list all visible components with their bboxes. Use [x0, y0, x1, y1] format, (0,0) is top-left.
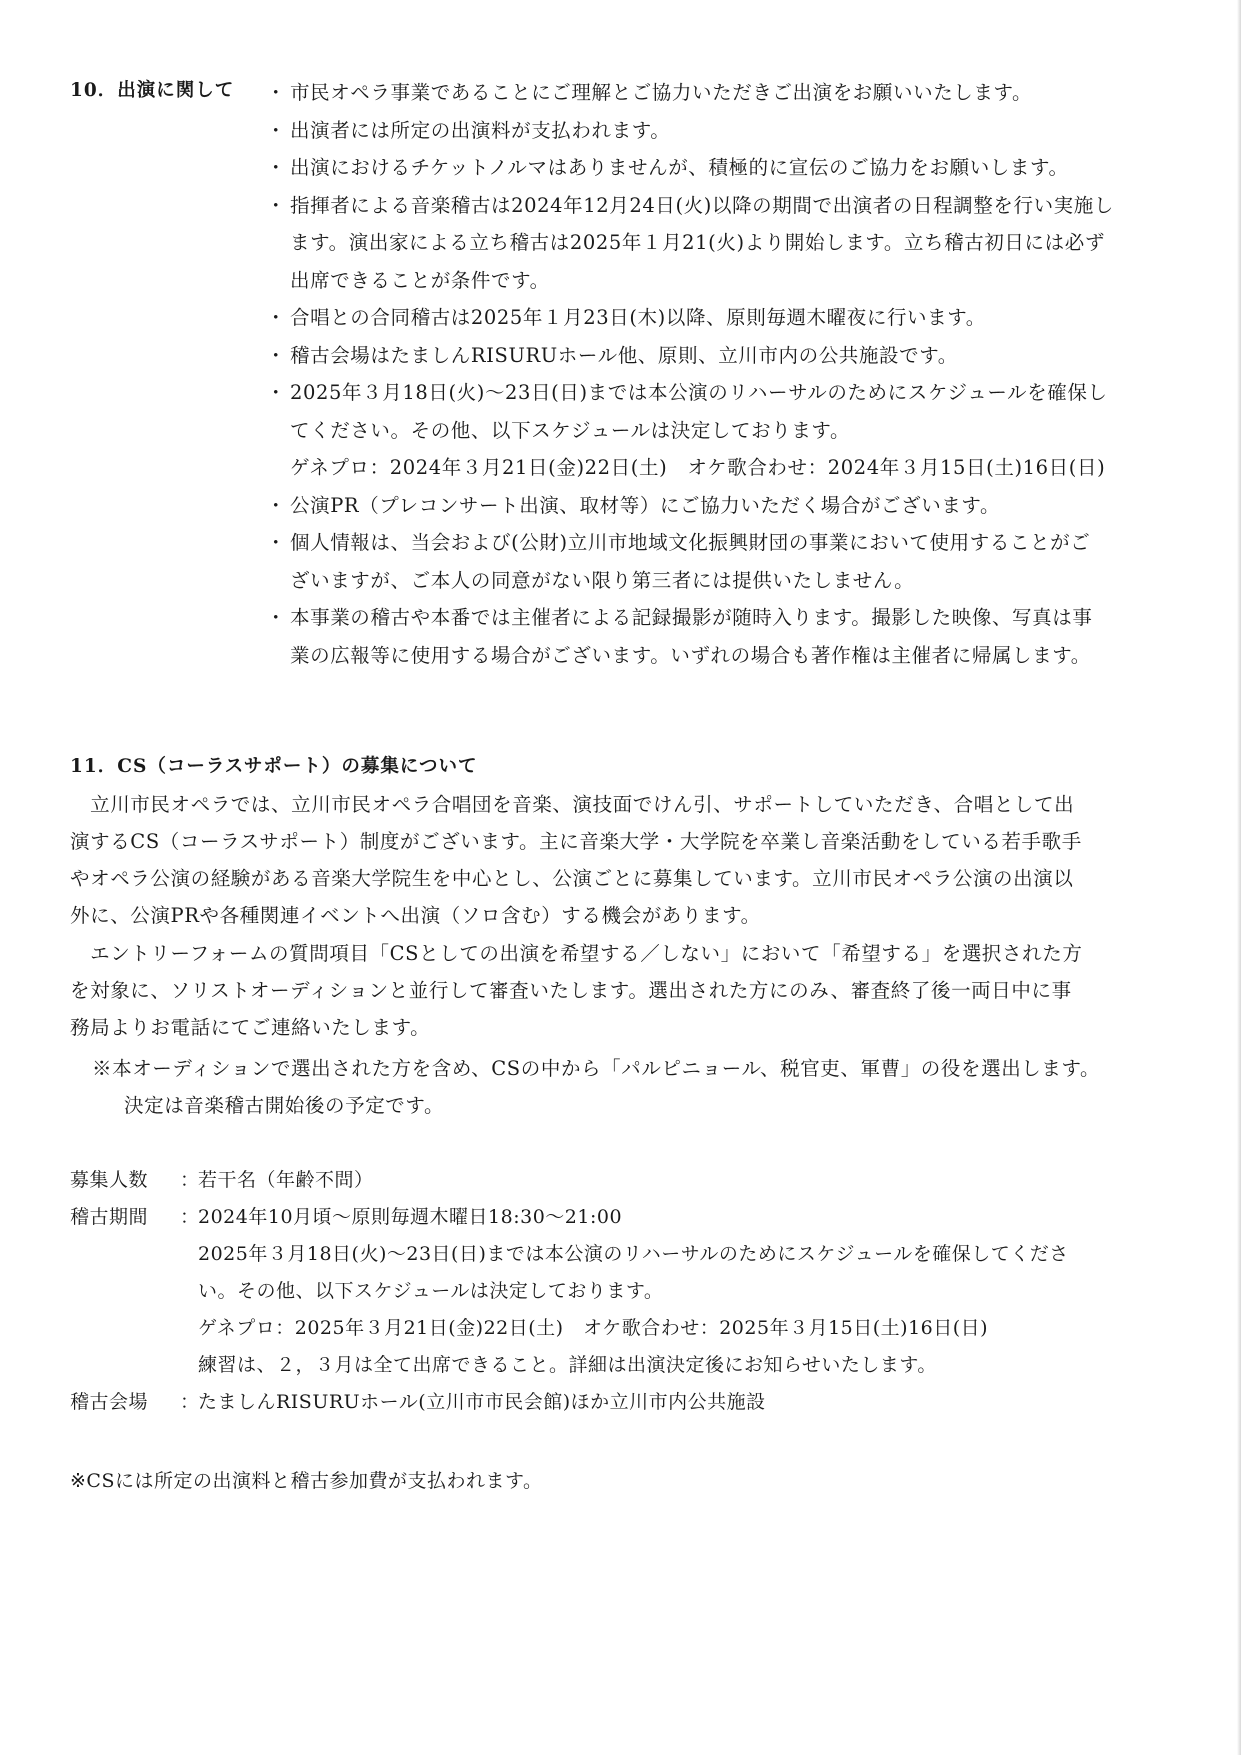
payment-footnote: ※CSには所定の出演料と稽古参加費が支払われます。 — [70, 1470, 543, 1492]
list-item — [272, 599, 1172, 674]
list-item-line: ・ 本事業の稽古や本番では主催者による記録撮影が随時入ります。撮影した映像、写真は事 — [290, 606, 1093, 629]
list-item-line: ・ 指揮者による音楽稽古は2024年12月24日(火)以降の期間で出演者の日程調整を行い実施し — [290, 193, 1114, 217]
section-10-list — [272, 74, 1172, 674]
rehearsal-period-continuation — [70, 1310, 1170, 1347]
rehearsal-period-line: 練習は、２，３月は全て出席できること。詳細は出演決定後にお知らせいたします。 — [198, 1354, 937, 1376]
note-line: ※本オーディションで選出された方を含め、CSの中から「パルピニョール、税官吏、軍曹」の役を選出します。 — [92, 1057, 1101, 1080]
list-item-line: ゲネプロ：2024年３月21日(金)22日(土) オケ歌合わせ：2024年３月15日(土)16日(日) — [290, 456, 1106, 479]
paragraph-line: やオペラ公演の経験がある音楽大学院生を中心とし、公演ごとに募集しています。立川市民オペラ公演の出演以 — [70, 867, 1074, 890]
list-item-line: てください。その他、以下スケジュールは決定しております。 — [290, 418, 851, 442]
list-item-line: ざいますが、ご本人の同意がない限り第三者には提供いたしません。 — [290, 568, 915, 592]
rehearsal-period-continuation — [70, 1347, 1170, 1384]
section-11-heading: 11．CS（コーラスサポート）の募集について — [70, 756, 478, 777]
rehearsal-venue-label: 稽古会場 — [70, 1391, 149, 1413]
rehearsal-period-line: 2025年３月18日(火)～23日(日)までは本公演のリハーサルのためにスケジュールを確保してくださ — [198, 1243, 1069, 1265]
rehearsal-period-line: ゲネプロ：2025年３月21日(金)22日(土) オケ歌合わせ：2025年３月15日(土)16日(日) — [198, 1317, 989, 1339]
cs-intro-paragraph — [70, 786, 1165, 934]
rehearsal-period-label: 稽古期間 — [70, 1206, 149, 1228]
list-item-line: 業の広報等に使用する場合がございます。いずれの場合も著作権は主催者に帰属します。 — [290, 643, 1091, 667]
list-item — [272, 487, 1172, 525]
recruit-count-value: 若干名（年齢不問） — [198, 1169, 374, 1191]
rehearsal-period-value: 2024年10月頃～原則毎週木曜日18:30～21:00 — [198, 1206, 623, 1228]
list-item-line: ・ 2025年３月18日(火)～23日(日)までは本公演のリハーサルのためにスケジュールを確保し — [290, 381, 1108, 404]
rehearsal-period-continuation — [70, 1236, 1170, 1273]
paragraph-line: 外に、公演PRや各種関連イベントへ出演（ソロ含む）する機会があります。 — [70, 904, 761, 927]
list-item-line: ・ 合唱との合同稽古は2025年１月23日(木)以降、原則毎週木曜夜に行います。 — [290, 306, 986, 329]
rehearsal-period-continuation — [70, 1273, 1170, 1310]
list-item — [272, 337, 1172, 375]
list-item-line: ・ 出演におけるチケットノルマはありませんが、積極的に宣伝のご協力をお願いします。 — [290, 156, 1069, 179]
list-item — [272, 74, 1172, 112]
section-10-heading: 10．出演に関して — [70, 80, 235, 101]
cs-entry-paragraph — [70, 935, 1165, 1046]
list-item-line: ます。演出家による立ち稽古は2025年１月21(火)より開始します。立ち稽古初日には必ず — [290, 231, 1105, 254]
paragraph-line: を対象に、ソリストオーディションと並行して審査いたします。選出された方にのみ、審査終了後一両日中に事 — [70, 979, 1072, 1002]
recruit-count-row — [70, 1162, 1170, 1199]
role-selection-note — [92, 1050, 1100, 1124]
list-item — [272, 374, 1172, 487]
list-item-line: ・ 市民オペラ事業であることにご理解とご協力いただきご出演をお願いいたします。 — [290, 81, 1033, 104]
recruit-count-label: 募集人数 — [70, 1169, 149, 1191]
list-item-line: 出席できることが条件です。 — [290, 268, 550, 292]
scan-edge-shadow — [1237, 0, 1241, 1755]
list-item — [272, 299, 1172, 337]
list-item — [272, 524, 1172, 599]
recruitment-details — [70, 1162, 1170, 1421]
list-item — [272, 187, 1172, 300]
paragraph-line: 立川市民オペラでは、立川市民オペラ合唱団を音楽、演技面でけん引、サポートしていただき、合唱として出 — [70, 793, 1075, 816]
paragraph-line: エントリーフォームの質問項目「CSとしての出演を希望する／しない」において「希望する」を選択された方 — [70, 942, 1083, 965]
rehearsal-period-line: い。その他、以下スケジュールは決定しております。 — [198, 1280, 664, 1302]
list-item — [272, 112, 1172, 150]
paragraph-line: 演するCS（コーラスサポート）制度がございます。主に音楽大学・大学院を卒業し音楽活動をしている若手歌手 — [70, 830, 1082, 853]
colon: ： — [180, 1206, 200, 1228]
list-item-line: ・ 出演者には所定の出演料が支払われます。 — [290, 118, 671, 142]
list-item-line: ・ 個人情報は、当会および(公財)立川市地域文化振興財団の事業において使用することがご — [290, 531, 1091, 554]
list-item-line: ・ 公演PR（プレコンサート出演、取材等）にご協力いただく場合がございます。 — [290, 493, 1001, 517]
colon: ： — [180, 1169, 200, 1191]
list-item — [272, 149, 1172, 187]
rehearsal-venue-row — [70, 1384, 1170, 1421]
list-item-line: ・ 稽古会場はたましんRISURUホール他、原則、立川市内の公共施設です。 — [290, 343, 958, 367]
rehearsal-period-row — [70, 1199, 1170, 1236]
paragraph-line: 務局よりお電話にてご連絡いたします。 — [70, 1016, 431, 1039]
note-line: 決定は音楽稽古開始後の予定です。 — [124, 1094, 445, 1117]
rehearsal-venue-value: たましんRISURUホール(立川市市民会館)ほか立川市内公共施設 — [198, 1391, 766, 1413]
colon: ： — [180, 1391, 200, 1413]
